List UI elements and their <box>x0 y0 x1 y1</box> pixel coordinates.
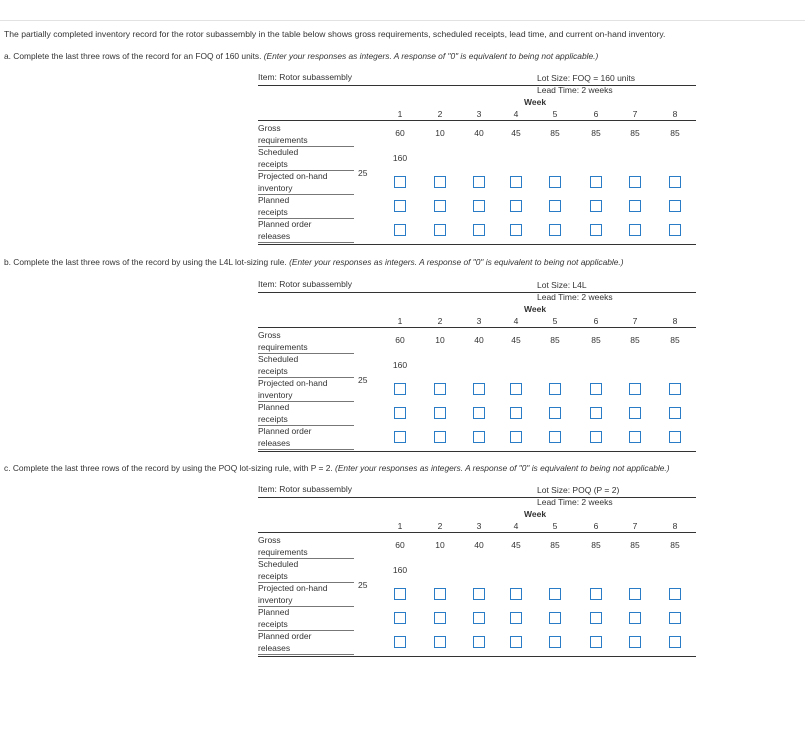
projected-inventory-input[interactable] <box>590 588 602 600</box>
projected-inventory-input[interactable] <box>394 588 406 600</box>
table-bottom-rule <box>258 656 696 657</box>
planned-release-input[interactable] <box>394 431 406 443</box>
label-line: requirements <box>258 547 308 557</box>
planned-release-input[interactable] <box>394 224 406 236</box>
week-number: 7 <box>632 109 638 119</box>
label-line: Scheduled <box>258 354 299 364</box>
label-line: requirements <box>258 135 308 145</box>
scheduled-receipts-label <box>258 558 354 582</box>
label-line: receipts <box>258 619 288 629</box>
label-line: releases <box>258 231 291 241</box>
planned-release-input[interactable] <box>549 636 561 648</box>
gross-requirement-value: 60 <box>395 128 405 138</box>
projected-inventory-label <box>258 170 354 194</box>
inventory-record-a <box>258 72 696 248</box>
planned-receipt-input[interactable] <box>669 407 681 419</box>
planned-release-input[interactable] <box>510 431 522 443</box>
projected-inventory-input[interactable] <box>434 383 446 395</box>
planned-release-input[interactable] <box>473 431 485 443</box>
planned-receipt-input[interactable] <box>669 200 681 212</box>
row-divider <box>258 654 354 655</box>
gross-requirement-value: 85 <box>630 540 640 550</box>
gross-requirements-label <box>258 329 354 353</box>
label-line: Planned order <box>258 426 312 436</box>
projected-inventory-input[interactable] <box>549 588 561 600</box>
planned-release-input[interactable] <box>473 636 485 648</box>
lot-size: Lot Size: L4L <box>537 280 587 290</box>
week-label: Week <box>524 97 547 107</box>
projected-inventory-input[interactable] <box>590 176 602 188</box>
gross-requirement-value: 85 <box>630 335 640 345</box>
gross-requirement-value: 60 <box>395 540 405 550</box>
projected-inventory-input[interactable] <box>473 588 485 600</box>
planned-release-input[interactable] <box>590 636 602 648</box>
projected-inventory-input[interactable] <box>669 176 681 188</box>
planned-release-input[interactable] <box>434 224 446 236</box>
week-number: 4 <box>513 109 519 119</box>
planned-receipt-input[interactable] <box>590 407 602 419</box>
lead-time: Lead Time: 2 weeks <box>537 85 613 95</box>
label-line: Projected on-hand <box>258 378 328 388</box>
question-c <box>4 463 670 473</box>
planned-receipts-label <box>258 401 354 425</box>
planned-releases-label <box>258 630 354 654</box>
projected-inventory-label <box>258 582 354 606</box>
table-bottom-rule <box>258 451 696 452</box>
label-line: releases <box>258 643 291 653</box>
week-number: 7 <box>632 521 638 531</box>
gross-requirement-value: 45 <box>511 540 521 550</box>
gross-requirements-label <box>258 122 354 146</box>
planned-releases-label <box>258 218 354 242</box>
label-line: Planned <box>258 195 290 205</box>
label-line: Scheduled <box>258 147 299 157</box>
week-rule <box>258 532 696 533</box>
gross-requirement-value: 85 <box>670 335 680 345</box>
row-divider <box>258 242 354 243</box>
inventory-record-c <box>258 484 696 660</box>
planned-receipt-input[interactable] <box>394 407 406 419</box>
header-rule <box>258 85 696 86</box>
gross-requirement-value: 40 <box>474 540 484 550</box>
gross-requirement-value: 60 <box>395 335 405 345</box>
week-number: 1 <box>397 109 403 119</box>
week-number: 8 <box>672 316 678 326</box>
week-rule <box>258 120 696 121</box>
projected-inventory-input[interactable] <box>510 588 522 600</box>
label-line: Projected on-hand <box>258 583 328 593</box>
label-line: receipts <box>258 571 288 581</box>
week-number: 1 <box>397 316 403 326</box>
label-line: Planned order <box>258 631 312 641</box>
item-name: Item: Rotor subassembly <box>258 72 353 82</box>
planned-receipt-input[interactable] <box>629 407 641 419</box>
scheduled-receipt-value: 160 <box>392 360 408 370</box>
planned-receipts-label <box>258 606 354 630</box>
planned-release-input[interactable] <box>669 636 681 648</box>
gross-requirement-value: 85 <box>591 335 601 345</box>
label-line: receipts <box>258 207 288 217</box>
item-name: Item: Rotor subassembly <box>258 279 353 289</box>
label-line: receipts <box>258 159 288 169</box>
week-number: 5 <box>552 109 558 119</box>
projected-inventory-label <box>258 377 354 401</box>
gross-requirements-label <box>258 534 354 558</box>
initial-inventory-value: 25 <box>358 580 368 590</box>
lead-time: Lead Time: 2 weeks <box>537 292 613 302</box>
week-number: 3 <box>476 521 482 531</box>
planned-receipt-input[interactable] <box>549 407 561 419</box>
table-bottom-rule <box>258 244 696 245</box>
projected-inventory-input[interactable] <box>510 383 522 395</box>
planned-receipt-input[interactable] <box>394 612 406 624</box>
gross-requirement-value: 85 <box>591 540 601 550</box>
scheduled-receipts-label <box>258 146 354 170</box>
initial-inventory-value: 25 <box>358 375 368 385</box>
row-divider <box>258 449 354 450</box>
planned-release-input[interactable] <box>590 431 602 443</box>
week-number: 2 <box>437 316 443 326</box>
planned-releases-label <box>258 425 354 449</box>
gross-requirement-value: 40 <box>474 335 484 345</box>
header-rule <box>258 292 696 293</box>
planned-receipt-input[interactable] <box>590 200 602 212</box>
week-number: 8 <box>672 521 678 531</box>
gross-requirement-value: 45 <box>511 128 521 138</box>
projected-inventory-input[interactable] <box>629 588 641 600</box>
week-number: 4 <box>513 316 519 326</box>
question-text: a. Complete the last three rows of the record for an FOQ of 160 units. <box>4 51 262 61</box>
question-a <box>4 51 598 61</box>
week-number: 2 <box>437 521 443 531</box>
label-line: Scheduled <box>258 559 299 569</box>
question-note: (Enter your responses as integers. A response of "0" is equivalent to being not applicable.) <box>289 257 624 267</box>
projected-inventory-input[interactable] <box>434 176 446 188</box>
label-line: requirements <box>258 342 308 352</box>
item-name: Item: Rotor subassembly <box>258 484 353 494</box>
planned-release-input[interactable] <box>473 224 485 236</box>
label-line: inventory <box>258 390 293 400</box>
gross-requirement-value: 45 <box>511 335 521 345</box>
projected-inventory-input[interactable] <box>473 176 485 188</box>
planned-receipt-input[interactable] <box>434 612 446 624</box>
planned-receipt-input[interactable] <box>394 200 406 212</box>
projected-inventory-input[interactable] <box>590 383 602 395</box>
projected-inventory-input[interactable] <box>473 383 485 395</box>
planned-release-input[interactable] <box>510 224 522 236</box>
lot-size: Lot Size: FOQ = 160 units <box>537 73 636 83</box>
planned-release-input[interactable] <box>510 636 522 648</box>
projected-inventory-input[interactable] <box>669 588 681 600</box>
week-number: 3 <box>476 316 482 326</box>
planned-receipt-input[interactable] <box>510 407 522 419</box>
projected-inventory-input[interactable] <box>629 176 641 188</box>
week-number: 5 <box>552 316 558 326</box>
label-line: Planned <box>258 402 290 412</box>
week-label: Week <box>524 304 547 314</box>
gross-requirement-value: 10 <box>435 540 445 550</box>
label-line: receipts <box>258 414 288 424</box>
planned-receipt-input[interactable] <box>629 200 641 212</box>
gross-requirement-value: 85 <box>591 128 601 138</box>
gross-requirement-value: 10 <box>435 335 445 345</box>
lead-time: Lead Time: 2 weeks <box>537 497 613 507</box>
question-b <box>4 257 624 267</box>
planned-receipt-input[interactable] <box>473 612 485 624</box>
intro-text: The partially completed inventory record for the rotor subassembly in the table below shows gross requirements, scheduled receipts, lead time, and current on-hand inventory. <box>4 29 666 39</box>
week-number: 3 <box>476 109 482 119</box>
top-divider <box>0 20 805 21</box>
planned-receipt-input[interactable] <box>434 200 446 212</box>
planned-receipt-input[interactable] <box>510 612 522 624</box>
projected-inventory-input[interactable] <box>510 176 522 188</box>
week-number: 4 <box>513 521 519 531</box>
label-line: Gross <box>258 535 281 545</box>
week-number: 6 <box>593 109 599 119</box>
week-rule <box>258 327 696 328</box>
week-number: 5 <box>552 521 558 531</box>
week-number: 6 <box>593 316 599 326</box>
planned-release-input[interactable] <box>669 431 681 443</box>
lot-size: Lot Size: POQ (P = 2) <box>537 485 620 495</box>
planned-receipt-input[interactable] <box>473 200 485 212</box>
gross-requirement-value: 85 <box>550 128 560 138</box>
question-text: b. Complete the last three rows of the record by using the L4L lot-sizing rule. <box>4 257 287 267</box>
planned-receipt-input[interactable] <box>590 612 602 624</box>
label-line: Planned <box>258 607 290 617</box>
projected-inventory-input[interactable] <box>549 383 561 395</box>
planned-receipt-input[interactable] <box>434 407 446 419</box>
planned-release-input[interactable] <box>669 224 681 236</box>
gross-requirement-value: 85 <box>670 540 680 550</box>
initial-inventory-value: 25 <box>358 168 368 178</box>
projected-inventory-input[interactable] <box>434 588 446 600</box>
planned-receipt-input[interactable] <box>629 612 641 624</box>
label-line: Gross <box>258 123 281 133</box>
week-number: 1 <box>397 521 403 531</box>
planned-receipt-input[interactable] <box>669 612 681 624</box>
planned-release-input[interactable] <box>629 431 641 443</box>
planned-receipt-input[interactable] <box>549 612 561 624</box>
gross-requirement-value: 40 <box>474 128 484 138</box>
label-line: Gross <box>258 330 281 340</box>
week-number: 8 <box>672 109 678 119</box>
gross-requirement-value: 85 <box>550 335 560 345</box>
header-rule <box>258 497 696 498</box>
planned-release-input[interactable] <box>434 636 446 648</box>
gross-requirement-value: 85 <box>670 128 680 138</box>
planned-receipt-input[interactable] <box>510 200 522 212</box>
planned-receipt-input[interactable] <box>549 200 561 212</box>
planned-release-input[interactable] <box>549 431 561 443</box>
projected-inventory-input[interactable] <box>394 176 406 188</box>
question-note: (Enter your responses as integers. A response of "0" is equivalent to being not applicable.) <box>263 51 599 61</box>
projected-inventory-input[interactable] <box>394 383 406 395</box>
planned-release-input[interactable] <box>394 636 406 648</box>
gross-requirement-value: 85 <box>550 540 560 550</box>
planned-release-input[interactable] <box>629 224 641 236</box>
planned-release-input[interactable] <box>629 636 641 648</box>
planned-receipts-label <box>258 194 354 218</box>
projected-inventory-input[interactable] <box>549 176 561 188</box>
label-line: inventory <box>258 183 293 193</box>
label-line: inventory <box>258 595 293 605</box>
week-number: 7 <box>632 316 638 326</box>
projected-inventory-input[interactable] <box>669 383 681 395</box>
week-number: 6 <box>593 521 599 531</box>
label-line: releases <box>258 438 291 448</box>
label-line: Projected on-hand <box>258 171 328 181</box>
label-line: receipts <box>258 366 288 376</box>
scheduled-receipts-label <box>258 353 354 377</box>
scheduled-receipt-value: 160 <box>392 565 408 575</box>
week-label: Week <box>524 509 547 519</box>
question-text: c. Complete the last three rows of the record by using the POQ lot-sizing rule, with P = 2. <box>4 463 333 473</box>
planned-release-input[interactable] <box>434 431 446 443</box>
gross-requirement-value: 85 <box>630 128 640 138</box>
inventory-record-b <box>258 279 696 455</box>
label-line: Planned order <box>258 219 312 229</box>
gross-requirement-value: 10 <box>435 128 445 138</box>
planned-release-input[interactable] <box>549 224 561 236</box>
scheduled-receipt-value: 160 <box>392 153 408 163</box>
question-note: (Enter your responses as integers. A response of "0" is equivalent to being not applicable.) <box>335 463 670 473</box>
projected-inventory-input[interactable] <box>629 383 641 395</box>
planned-receipt-input[interactable] <box>473 407 485 419</box>
planned-release-input[interactable] <box>590 224 602 236</box>
week-number: 2 <box>437 109 443 119</box>
